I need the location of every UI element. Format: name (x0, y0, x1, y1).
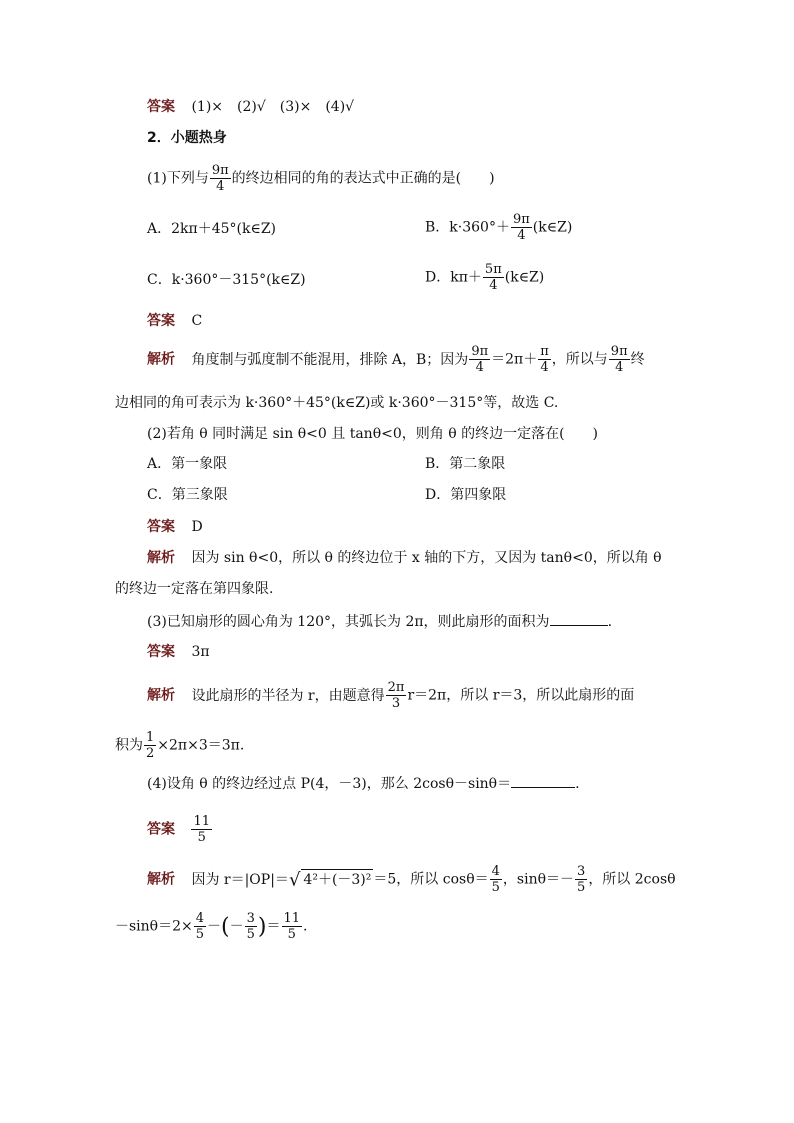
q4-sol2-e: ＝ (266, 918, 281, 935)
q2-stem: (2)若角 θ 同时满足 sin θ<0 且 tanθ<0，则角 θ 的终边一定落在( ) (147, 426, 599, 442)
q4-sol-b: ＝5，所以 cosθ＝ (373, 871, 489, 888)
q2-option-d: D．第四象限 (425, 487, 507, 503)
paren-close: ) (257, 914, 267, 940)
q2-solution-line2: 的终边一定落在第四象限. (115, 581, 274, 597)
q4-sqrt-content: 4²＋(－3)² (301, 869, 373, 890)
q4-stem-b: . (575, 776, 580, 792)
q2-answer (147, 517, 203, 537)
q4-stem (147, 773, 580, 794)
frac-den: 5 (246, 927, 255, 942)
frac-den: 4 (475, 360, 484, 375)
q4-sol2-frac1 (194, 911, 206, 942)
q3-sol-b: r＝2π，所以 r＝3，所以此扇形的面 (407, 687, 635, 704)
q4-sol2-c: － (229, 918, 244, 935)
q3-sol-a: 设此扇形的半径为 r，由题意得 (191, 687, 385, 704)
q3-sol-frac (386, 680, 407, 711)
q3-stem (147, 611, 612, 632)
q4-sol-a: 因为 r＝|OP|＝ (191, 871, 289, 888)
q1-optb-frac (511, 212, 532, 243)
q2-answer-value: D (191, 519, 203, 535)
q1-optd-den: 4 (489, 278, 498, 293)
q4-answer-frac (191, 814, 212, 845)
q2-option-c: C．第三象限 (147, 487, 228, 503)
frac-num: 3 (577, 864, 586, 879)
q1-stem (147, 163, 495, 194)
q4-solution-line2 (115, 911, 308, 942)
q1-sol-frac2 (538, 344, 551, 375)
q4-sol-d: ，所以 2cosθ (588, 871, 676, 888)
q4-stem-a: (4)设角 θ 的终边经过点 P(4，－3)，那么 2cosθ－sinθ＝ (147, 776, 512, 792)
solution-label: 解析 (147, 351, 175, 368)
solution-label: 解析 (147, 687, 175, 704)
frac-num: 3 (246, 911, 255, 926)
q1-solution-line1 (147, 344, 645, 375)
frac-den: 3 (391, 696, 401, 711)
q1-option-b (425, 212, 572, 243)
q1-sol-c: ，所以与 (551, 351, 608, 368)
answer-blank[interactable] (511, 773, 575, 788)
q4-answer (147, 814, 213, 845)
q3-answer-value: 3π (191, 644, 210, 660)
q4-sol2-f: . (303, 918, 308, 935)
q1-frac (210, 163, 231, 194)
answer-label: 答案 (147, 313, 175, 329)
q1-option-d (425, 262, 544, 293)
q4-sol-frac1 (490, 864, 502, 895)
q2-sol-text: 因为 sin θ<0，所以 θ 的终边位于 x 轴的下方，又因为 tanθ<0，所以角 θ (191, 550, 662, 566)
q1-option-c: C．k·360°－315°(k∈Z) (147, 272, 306, 288)
q2-option-a: A．第一象限 (147, 456, 228, 472)
q1-optd-a: D．kπ＋ (425, 269, 482, 286)
q1-solution-line2: 边相同的角可表示为 k·360°＋45°(k∈Z)或 k·360°－315°等，故选 C. (115, 395, 559, 411)
frac-den: 4 (540, 360, 549, 375)
q4-sol-c: ，sinθ＝－ (502, 871, 575, 888)
q3-solution-line2 (115, 730, 244, 761)
frac-den: 5 (195, 927, 205, 942)
frac-num: 9π (471, 344, 489, 359)
q1-sol-a: 角度制与弧度制不能混用，排除 A，B；因为 (191, 351, 469, 368)
q3-answer (147, 642, 210, 662)
q1-sol-frac1 (469, 344, 490, 375)
q1-optd-frac (483, 262, 504, 293)
q3-sol2-frac (144, 730, 156, 761)
frac-num: π (540, 344, 549, 359)
q1-sol-d: 终 (630, 351, 645, 368)
paren-open: ( (221, 914, 230, 940)
frac-num: 9π (610, 344, 628, 359)
solution-label: 解析 (147, 871, 175, 888)
frac-den: 2 (146, 746, 155, 761)
answer-label: 答案 (147, 644, 175, 660)
section-title: 2．小题热身 (147, 130, 227, 146)
q1-sol-frac3 (609, 344, 630, 375)
answer-text: (1)× (2)√ (3)× (4)√ (191, 99, 355, 115)
q1-optb-den: 4 (517, 228, 526, 243)
frac-num: 11 (283, 911, 301, 926)
q3-sol2-a: 积为 (115, 737, 143, 754)
q1-optd-b: (k∈Z) (504, 269, 545, 286)
frac-num: 2π (387, 680, 405, 695)
frac-num: 4 (195, 911, 205, 926)
q1-optd-num: 5π (484, 262, 502, 277)
frac-den: 5 (287, 927, 296, 942)
solution-label: 解析 (147, 550, 175, 566)
q3-stem-b: . (607, 614, 613, 630)
q1-frac-den: 4 (216, 179, 225, 194)
q4-sol2-frac2 (245, 911, 257, 942)
q1-answer-value: C (191, 313, 203, 329)
q1-answer (147, 311, 202, 331)
q1-frac-num: 9π (211, 163, 229, 178)
frac-den: 5 (577, 880, 586, 895)
q1-optb-b: (k∈Z) (532, 219, 573, 236)
answer-label: 答案 (147, 519, 175, 535)
answer-label: 答案 (147, 821, 175, 838)
q1-stem-b: 的终边相同的角的表达式中正确的是( ) (231, 170, 495, 187)
frac-num: 1 (146, 730, 155, 745)
sqrt-icon: √ (288, 869, 301, 891)
q1-optb-a: B．k·360°＋ (425, 219, 510, 236)
answer-line-0 (147, 97, 354, 117)
frac-den: 4 (615, 360, 624, 375)
frac-num: 4 (491, 864, 500, 879)
q4-sol2-b: － (207, 918, 222, 935)
q3-stem-a: (3)已知扇形的圆心角为 120°，其弧长为 2π，则此扇形的面积为 (147, 614, 550, 630)
q4-sol2-a: －sinθ＝2× (115, 918, 193, 935)
q3-solution-line1 (147, 680, 634, 711)
answer-label: 答案 (147, 99, 175, 115)
q4-sol2-frac3 (282, 911, 303, 942)
q1-stem-a: (1)下列与 (147, 170, 209, 187)
q4-sol-frac2 (575, 864, 587, 895)
q1-optb-num: 9π (512, 212, 530, 227)
q4-solution-line1 (147, 864, 676, 895)
answer-blank[interactable] (550, 611, 608, 626)
q1-option-a: A．2kπ＋45°(k∈Z) (147, 221, 277, 237)
frac-den: 5 (197, 830, 206, 845)
frac-num: 11 (193, 814, 210, 829)
q2-option-b: B．第二象限 (425, 456, 506, 472)
q3-sol2-b: ×2π×3＝3π. (157, 737, 245, 754)
q1-sol-b: ＝2π＋ (491, 351, 538, 368)
q2-solution-line1 (147, 548, 662, 568)
frac-den: 5 (491, 880, 500, 895)
